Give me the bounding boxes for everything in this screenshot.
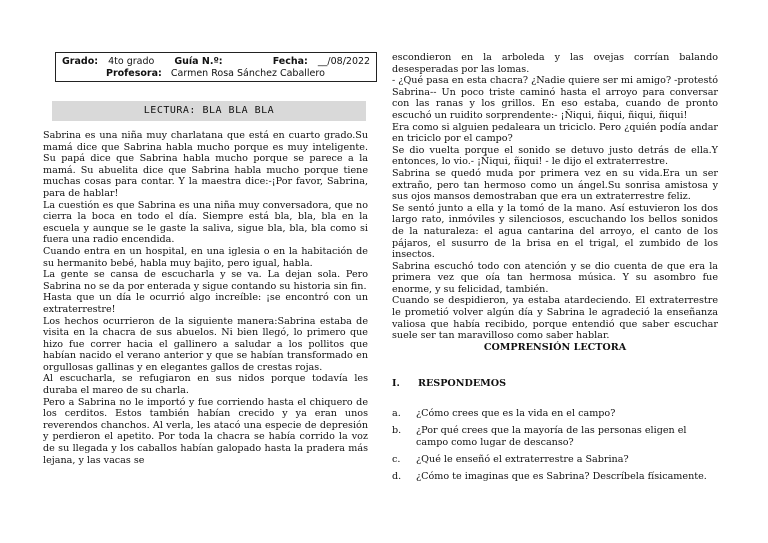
paragraph: La gente se cansa de escucharla y se va. La dejan sola. Pero Sabrina no se da por enterada y sigue contando su historia sin fin. — [43, 269, 368, 292]
question-item — [392, 454, 718, 466]
paragraph: Pero a Sabrina no le importó y fue corriendo hasta el chiquero de los cerditos. Estos también habían crecido y ya eran unos reverendos chanchos. Al verla, les atacó una especie de depresión y perdieron el apetito. Por toda la chacra se había corrido la voz de su llegada y los caballos habían galopado hasta la pradera más lejana, y las vacas se — [43, 396, 368, 466]
paragraph: Se dio vuelta porque el sonido se detuvo justo detrás de ella.Y entonces, lo vio.- ¡Ñiqui, ñiqui! - le dijo el extraterrestre. — [392, 144, 718, 168]
header-box — [55, 52, 377, 82]
section-number: I. — [392, 377, 400, 389]
paragraph: Sabrina se quedó muda por primera vez en su vida.Era un ser extraño, pero tan hermoso como un ángel.Su sonrisa amistosa y sus ojos mansos demostraban que era un extraterrestre feliz. — [392, 167, 718, 203]
profesora-value: Carmen Rosa Sánchez Caballero — [170, 68, 325, 79]
paragraph: - ¿Qué pasa en esta chacra? ¿Nadie quiere ser mi amigo? -protestó Sabrina-- Un poco triste caminó hasta el arroyo para conversar con las ranas y los grillos. En eso estaba, cuando de pronto escuchó un ruidito sorprendente:- ¡Ñiqui, ñiqui, ñiqui, ñiqui! — [392, 75, 718, 121]
right-column — [392, 52, 718, 488]
question-letter: d. — [392, 470, 402, 482]
questions-section — [392, 378, 718, 483]
paragraph: La cuestión es que Sabrina es una niña muy conversadora, que no cierra la boca en todo el día. Siempre está bla, bla, bla en la escuela y aunque se le gaste la saliva, sigue bla, bla, bla como si fuera una radio encendida. — [43, 199, 368, 246]
guia-label: Guía N.º: — [174, 56, 223, 67]
question-text: ¿Cómo te imaginas que es Sabrina? Descríbela físicamente. — [416, 470, 707, 482]
header-row-1 — [62, 56, 376, 68]
comprehension-heading: COMPRENSIÓN LECTORA — [483, 341, 627, 353]
section-title: RESPONDEMOS — [418, 377, 507, 389]
question-item — [392, 425, 718, 449]
header-row-2 — [62, 68, 376, 80]
paragraph: Hasta que un día le ocurrió algo increíble: ¡se encontró con un extraterrestre! — [43, 292, 368, 315]
fecha-value: __/08/2022 — [317, 56, 371, 67]
paragraph: escondieron en la arboleda y las ovejas corrían balando desesperadas por las lomas. — [392, 52, 718, 75]
profesora-label: Profesora: — [106, 68, 162, 79]
fecha-label: Fecha: — [272, 56, 308, 67]
paragraph: Los hechos ocurrieron de la siguiente manera:Sabrina estaba de visita en la chacra de sus abuelos. Ni bien llegó, lo primero que hizo fue correr hacia el gallinero a saludar a los pollitos que habían nacido el verano anterior y que se habían transformado en orgullosas gallinas y en elegantes gallos de crestas rojas. — [43, 315, 368, 373]
paragraph: Cuando se despidieron, ya estaba atardeciendo. El extraterrestre le prometió volver algún día y Sabrina le agradeció la enseñanza valiosa que había recibido, porque entendió que saber escuchar suele ser tan maravilloso como saber hablar. — [392, 295, 718, 342]
question-item — [392, 471, 718, 483]
question-text: ¿Cómo crees que es la vida en el campo? — [416, 407, 616, 419]
question-letter: a. — [392, 407, 401, 419]
section-heading — [392, 378, 718, 390]
question-letter: b. — [392, 424, 402, 436]
question-text: ¿Qué le enseñó el extraterrestre a Sabrina? — [416, 453, 629, 465]
paragraph: Cuando entra en un hospital, en una iglesia o en la habitación de su hermanito bebé, habla muy bajito, pero igual, habla. — [43, 245, 368, 269]
paragraph: Sabrina escuchó todo con atención y se dio cuenta de que era la primera vez que oía tan hermosa música. Y su asombro fue enorme, y su felicidad, también. — [392, 260, 718, 295]
reading-title: LECTURA: BLA BLA BLA — [52, 101, 366, 121]
question-letter: c. — [392, 453, 401, 465]
paragraph: Se sentó junto a ella y la tomó de la mano. Así estuvieron los dos largo rato, inmóviles y silenciosos, escuchando los bellos sonidos de la naturaleza: el agua cantarina del arroyo, el canto de los pájaros, el susurro de la brisa en el trigal, el zumbido de los insectos. — [392, 202, 718, 261]
question-item — [392, 408, 718, 420]
left-column — [43, 130, 368, 466]
question-text: ¿Por qué crees que la mayoría de las personas eligen el campo como lugar de descanso? — [416, 424, 687, 448]
question-list — [392, 408, 718, 483]
paragraph: Sabrina es una niña muy charlatana que está en cuarto grado.Su mamá dice que Sabrina habla mucho porque es muy inteligente. Su papá dice que Sabrina habla mucho porque se parece a la mamá. Su abuelita dice que Sabrina habla mucho porque tiene muchas cosas para contar. Y la maestra dice:-¡Por favor, Sabrina, para de hablar! — [43, 130, 368, 199]
grado-value: 4to grado — [108, 56, 155, 67]
paragraph: Era como si alguien pedaleara un triciclo. Pero ¿quién podía andar en triciclo por el campo? — [392, 121, 718, 145]
grado-label: Grado: — [62, 56, 99, 67]
paragraph: Al escucharla, se refugiaron en sus nidos porque todavía les duraba el mareo de su charla. — [43, 373, 368, 397]
